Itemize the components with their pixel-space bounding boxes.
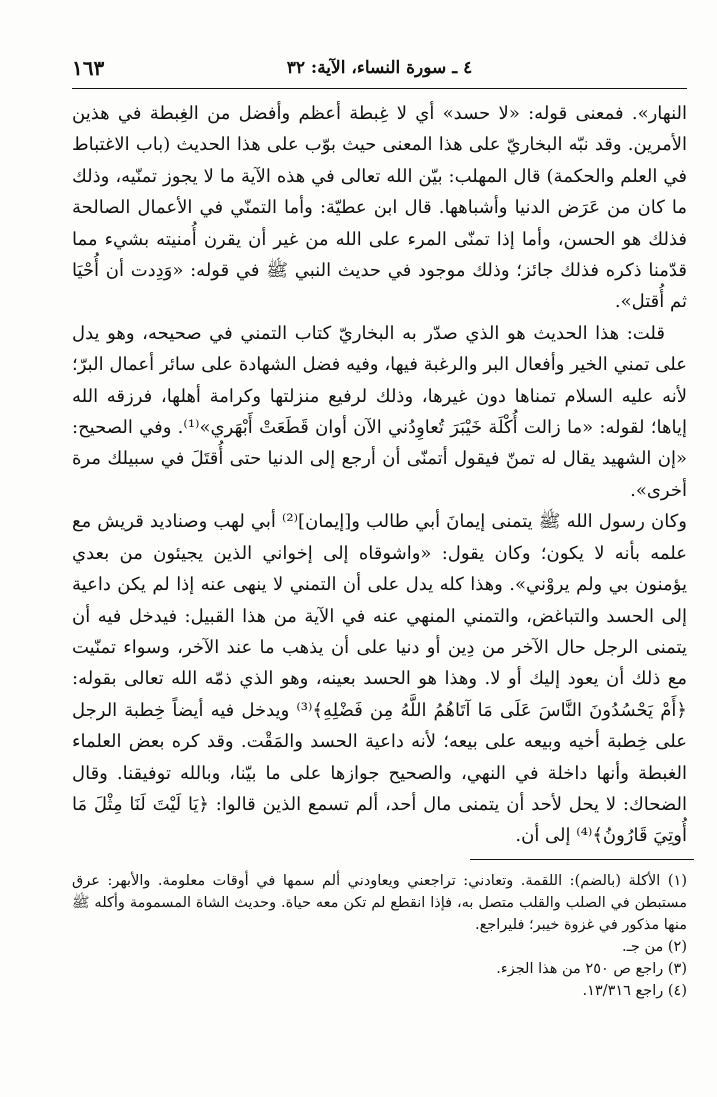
footnote-rule	[470, 859, 694, 860]
paragraph-1: النهار». فمعنى قوله: «لا حسد» أي لا غِبطة أعظم وأفضل من الغِبطة في هذين الأمرين. وقد نبّه البخاريّ على هذا المعنى حيث بوّب على هذا الحديث (باب الاغتباط في العلم والحكمة) قال المهلب: بيّن الله تعالى في هذه الآية ما لا يجوز تمنّيه، وذلك ما كان من عَرَض الدنيا وأشباهها. قال ابن عطيّة: وأما التمنّي في الأعمال الصالحة فذلك هو الحسن، وأما إذا تمنّى المرء على الله من غير أن يقرن أُمنيته بشيء مما قدّمنا ذكره فذلك جائز؛ وذلك موجود في حديث النبي ﷺ في قوله: «وَدِدت أن أُحْيَا ثم أُقتل».	[72, 103, 687, 313]
main-text	[72, 98, 687, 852]
footnotes	[72, 870, 687, 1002]
footnote-4: (٤) راجع ١٣/٣١٦.	[582, 983, 687, 999]
paragraph-3: وكان رسول الله ﷺ يتمنى إيمانَ أبي طالب و[إيمان]⁽²⁾ أبي لهب وصناديد قريش مع علمه بأنه لا يكون؛ وكان يقول: «واشوقاه إلى إخواني الذين يجيئون من بعدي يؤمنون بي ولم يروْني». وهذا كله يدل على أن التمني لا ينهى عنه إذا لم يكن داعية إلى الحسد والتباغض، والتمني المنهي عنه في الآية من هذا القبيل: فيدخل فيه أن يتمنى الرجل حال الآخر من دِين أو دنيا على أن يذهب ما عند الآخر، وسواء تمنّيت مع ذلك أن يعود إليك أو لا. وهذا هو الحسد بعينه، وهو الذي ذمّه الله تعالى بقوله: ﴿أَمْ يَحْسُدُونَ النَّاسَ عَلَى مَا آتَاهُمُ اللَّهُ مِن فَضْلِهِ﴾⁽³⁾ ويدخل فيه أيضاً خِطبة الرجل على خِطبة أخيه وبيعه على بيعه؛ لأنه داعية الحسد والمَقْت. وقد كره بعض العلماء الغبطة وأنها داخلة في النهي، والصحيح جوازها على ما بيّنا، وبالله توفيقنا. وقال الضحاك: لا يحل لأحد أن يتمنى مال أحد، ألم تسمع الذين قالوا: ﴿يَا لَيْتَ لَنَا مِثْلَ مَا أُوتِيَ قَارُونُ﴾⁽⁴⁾ إلى أن.	[72, 511, 687, 847]
footnote-2: (٢) من جـ.	[622, 939, 687, 955]
footnote-3: (٣) راجع ص ٢٥٠ من هذا الجزء.	[496, 961, 687, 977]
paragraph-2: قلت: هذا الحديث هو الذي صدّر به البخاريّ كتاب التمني في صحيحه، وهو يدل على تمني الخير وأفعال البر والرغبة فيها، وفيه فضل الشهادة على سائر أعمال البرّ؛ لأنه عليه السلام تمناها دون غيرها، وذلك لرفيع منزلتها وكرامة أهلها، فرزقه الله إياها؛ لقوله: «ما زالت أُكْلَة خَيْبَرَ تُعاوِدُني الآن أوان قَطَعَتْ أَبْهَري»⁽¹⁾. وفي الصحيح: «إن الشهيد يقال له تمنّ فيقول أتمنّى أن أرجع إلى الدنيا حتى أُقتَلَ في سبيلك مرة أخرى».	[72, 322, 687, 501]
running-header	[72, 58, 687, 88]
chapter-title: ٤ ـ سورة النساء، الآية: ٣٢	[286, 58, 473, 78]
header-rule	[72, 88, 687, 89]
footnote-1: (١) الأكلة (بالضم): اللقمة. وتعادني: تراجعني ويعاودني ألم سمها في أوقات معلومة. والأبهر: عرق مستبطن في الصلب والقلب متصل به، فإذا انقطع لم تكن معه حياة. وحديث الشاة المسمومة وأكله ﷺ منها مذكور في غزوة خيبر؛ فليراجع.	[72, 873, 687, 933]
page-number: ١٦٣	[72, 56, 105, 80]
